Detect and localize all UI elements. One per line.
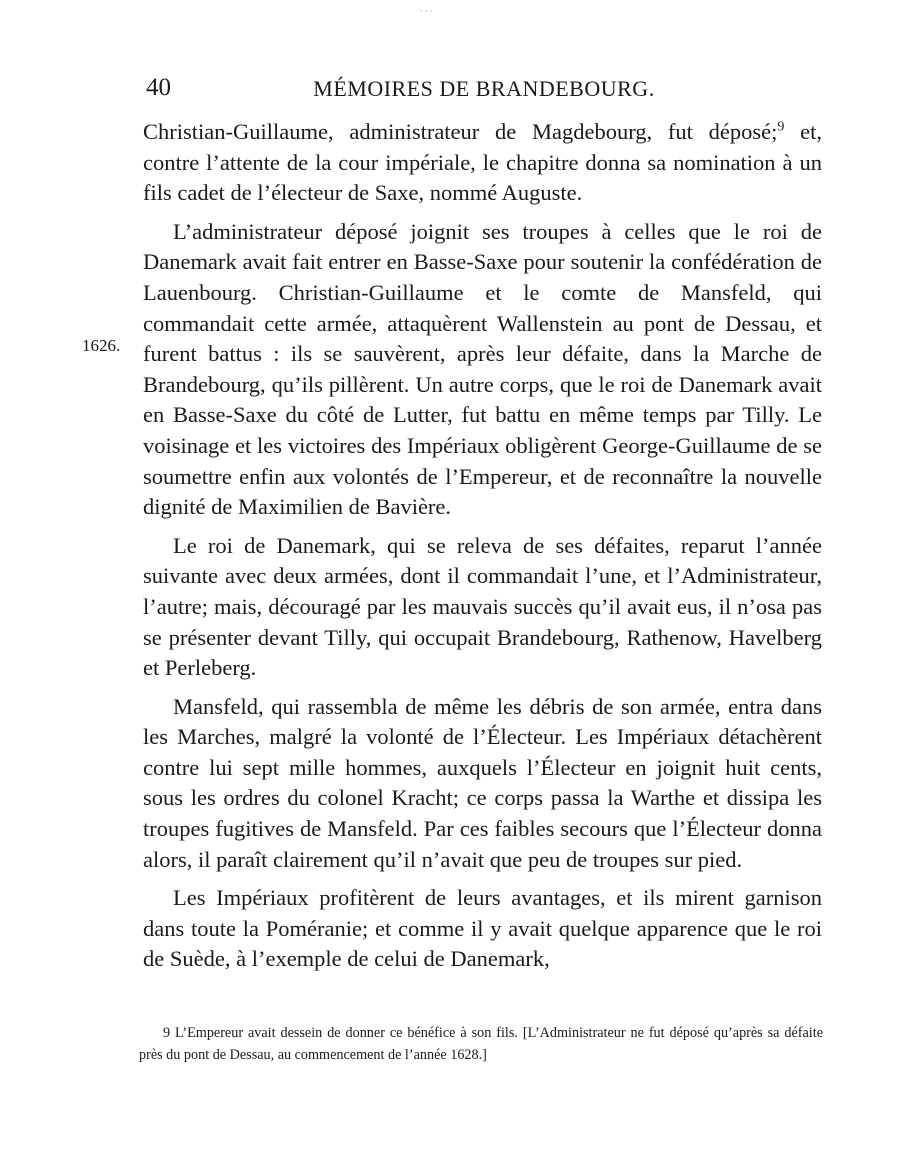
- footnote: 9 L’Empereur avait dessein de donner ce bénéfice à son fils. [L’Administrateur ne fut déposé qu’après sa défaite près du pont de Dessau, au commencement de l’année 1628.]: [139, 1025, 823, 1063]
- paragraph-4: Mansfeld, qui rassembla de même les débris de son armée, entra dans les Marches, malgré la volonté de l’Électeur. Les Impériaux détachèrent contre lui sept mille hommes, auxquels l’Électeur en joignit huit cents, sous les ordres du colonel Kracht; ce corps passa la Warthe et dissipa les troupes fugitives de Mansfeld. Par ces faibles secours que l’Électeur donna alors, il paraît clairement qu’il n’avait que peu de troupes sur pied.: [143, 693, 822, 872]
- paragraph-1-text: Christian-Guillaume, administrateur de Magdebourg, fut déposé;: [143, 119, 778, 144]
- body-text: [143, 117, 822, 983]
- paragraph-1: [143, 117, 822, 209]
- pencil-scribble: ...: [420, 0, 435, 16]
- margin-date-note: 1626.: [82, 336, 121, 355]
- paragraph-3: Le roi de Danemark, qui se releva de ses défaites, reparut l’année suivante avec deux armées, dont il commandait l’une, et l’Administrateur, l’autre; mais, découragé par les mauvais succès qu’il avait eus, il n’osa pas se présenter devant Tilly, qui occupait Brandebourg, Rathenow, Havelberg et Perleberg.: [143, 532, 822, 681]
- page-header: [146, 74, 822, 108]
- footnote-reference: 9: [777, 119, 785, 135]
- paragraph-1-continuation: et, contre l’attente de la cour impériale, le chapitre donna sa nomination à un fils cadet de l’électeur de Saxe, nommé Auguste.: [143, 119, 822, 206]
- page-number: 40: [146, 74, 171, 101]
- paragraph-2: L’administrateur déposé joignit ses troupes à celles que le roi de Danemark avait fait entrer en Basse-Saxe pour soutenir la confédération de Lauenbourg. Christian-Guillaume et le comte de Mansfeld, qui commandait cette armée, attaquèrent Wallenstein au pont de Dessau, et furent battus : ils se sauvèrent, après leur défaite, dans la Marche de Brandebourg, qu’ils pillèrent. Un autre corps, que le roi de Danemark avait en Basse-Saxe du côté de Lutter, fut battu en même temps par Tilly. Le voisinage et les victoires des Impériaux obligèrent George-Guillaume de se soumettre enfin aux volontés de l’Empereur, et de reconnaître la nouvelle dignité de Maximilien de Bavière.: [143, 218, 822, 520]
- paragraph-5: Les Impériaux profitèrent de leurs avantages, et ils mirent garnison dans toute la Poméranie; et comme il y avait quelque apparence que le roi de Suède, à l’exemple de celui de Danemark,: [143, 885, 822, 972]
- running-title: MÉMOIRES DE BRANDEBOURG.: [313, 76, 655, 101]
